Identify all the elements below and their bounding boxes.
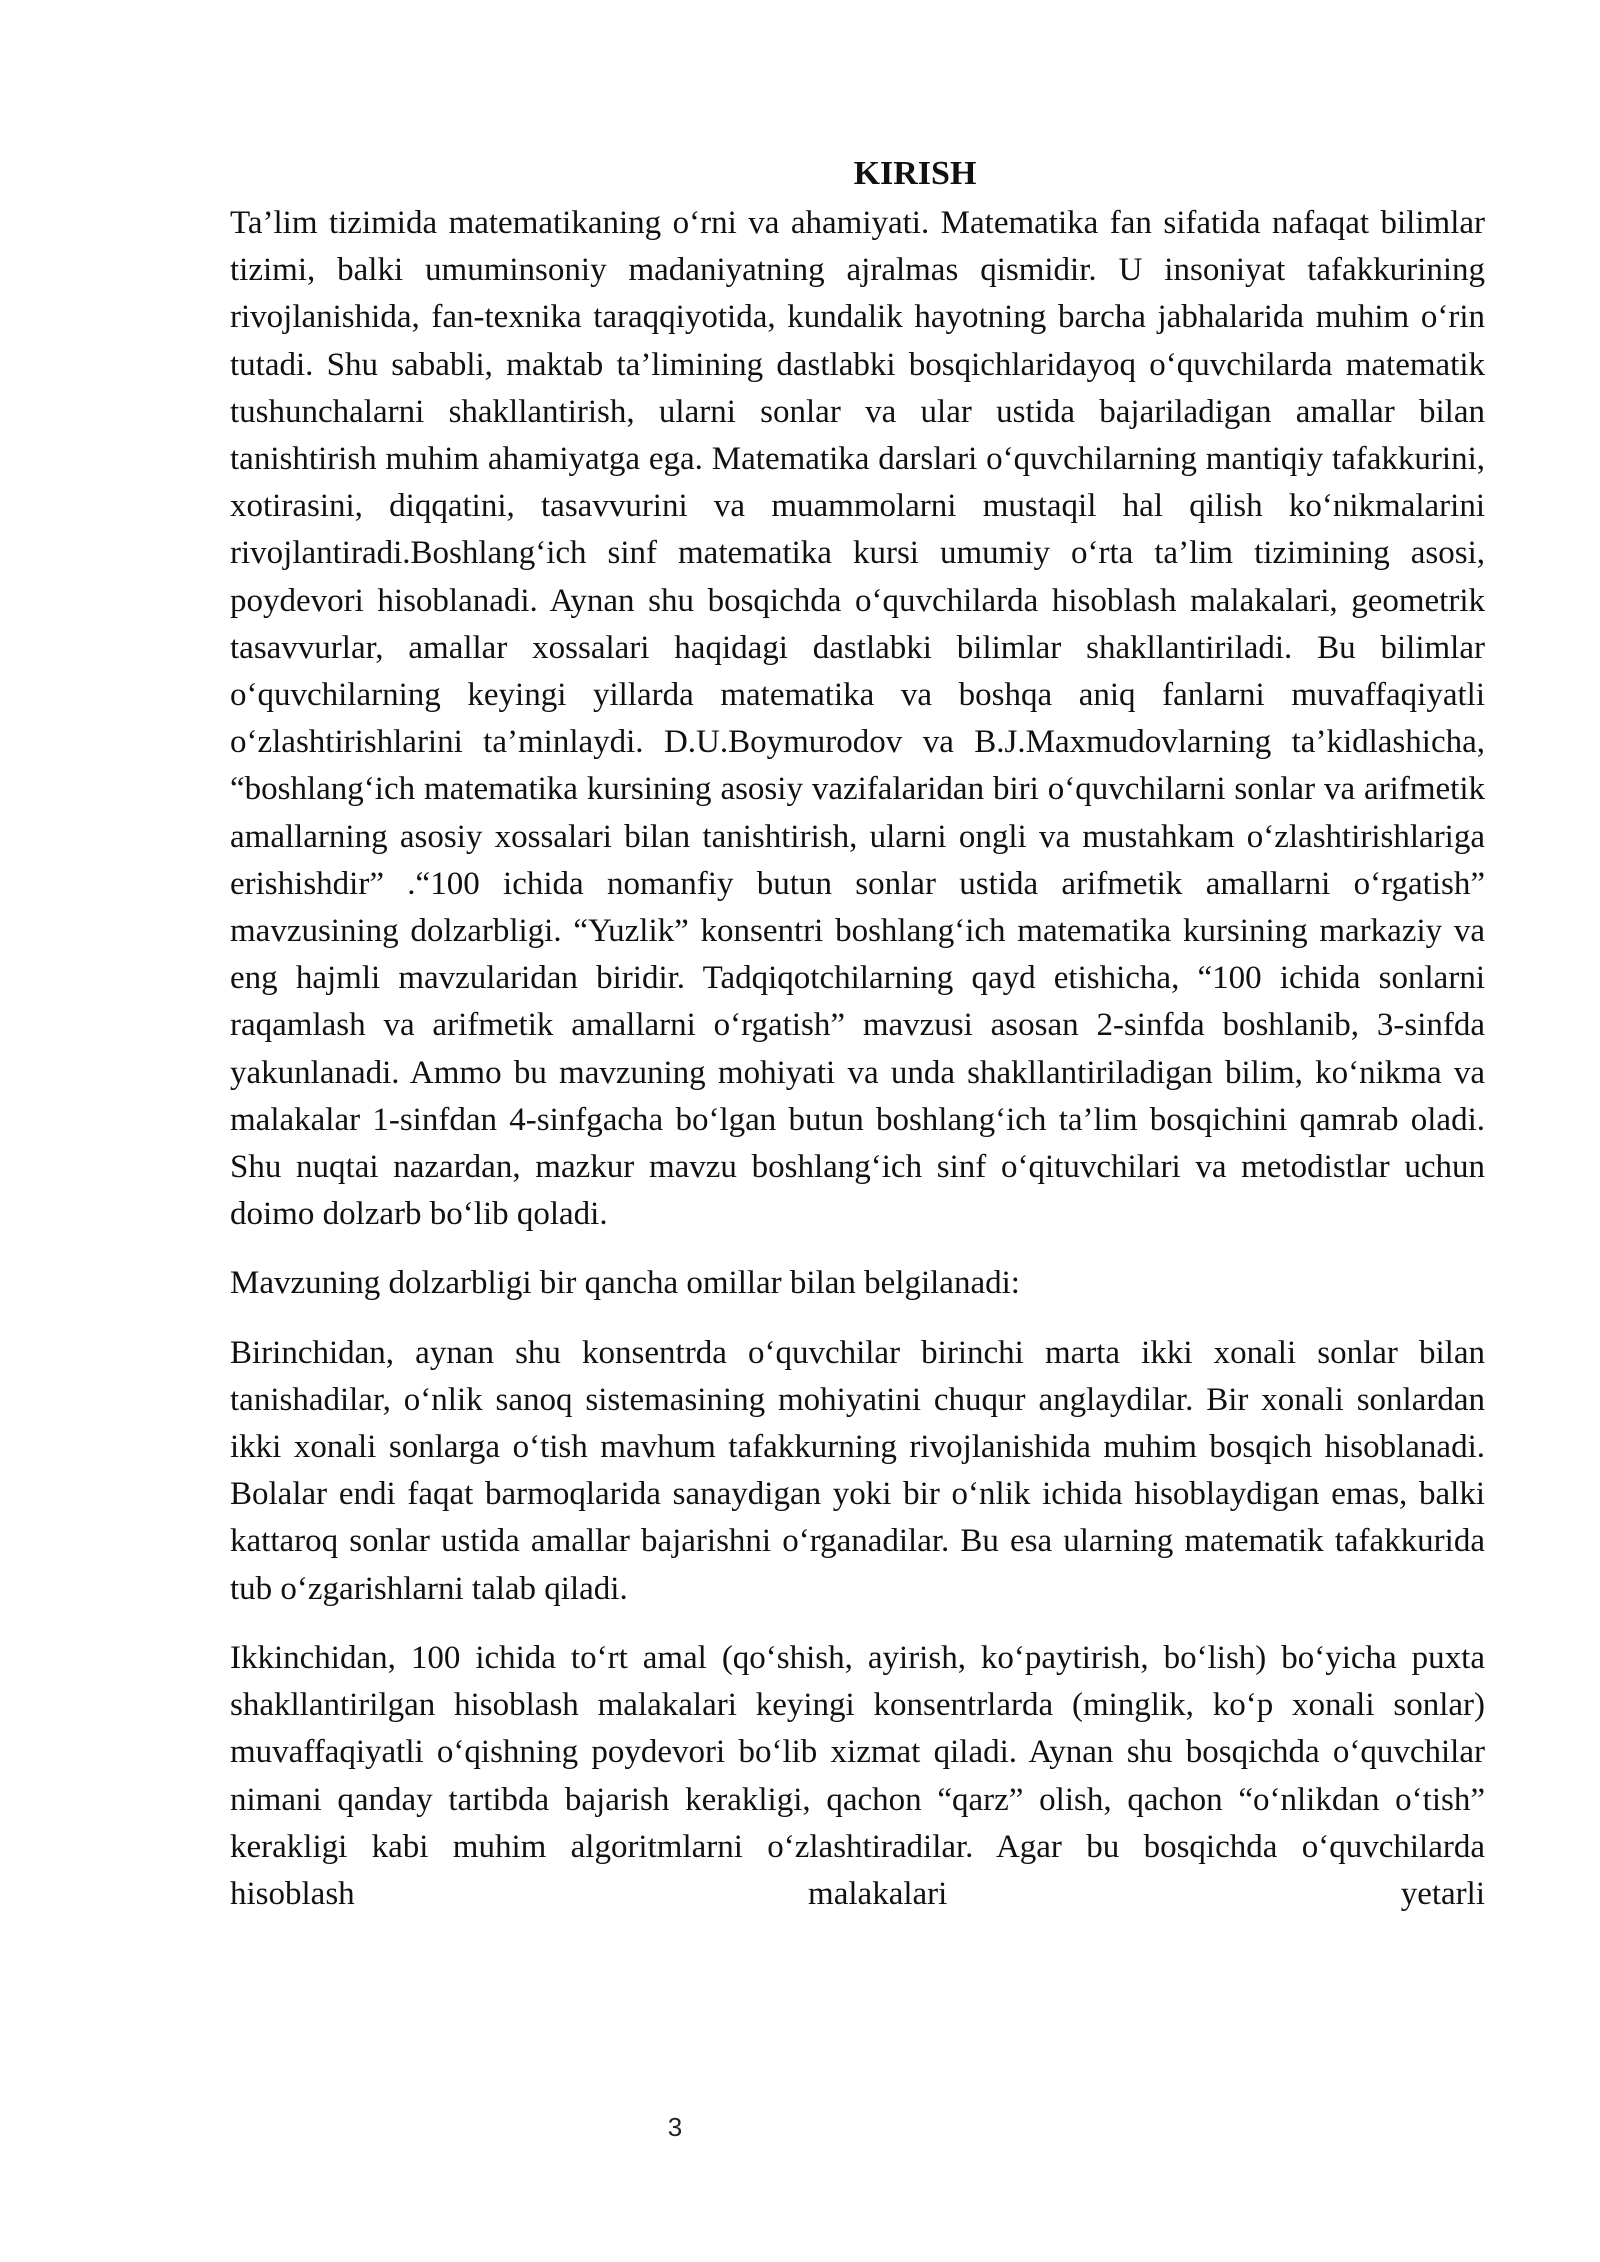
paragraph-intro: Ta’lim tizimida matematikaning o‘rni va ahamiyati. Matematika fan sifatida nafaqat bilimlar tizimi, balki umuminsoniy madaniyatning ajralmas qismidir. U insoniyat tafakkurining rivojlanishida, fan-texnika taraqqiyotida, kundalik hayotning barcha jabhalarida muhim o‘rin tutadi. Shu sababli, maktab ta’limining dastlabki bosqichlaridayoq o‘quvchilarda matematik tushunchalarni shakllantirish, ularni sonlar va ular ustida bajariladigan amallar bilan tanishtirish muhim ahamiyatga ega. Matematika darslari o‘quvchilarning mantiqiy tafakkurini, xotirasini, diqqatini, tasavvurini va muammolarni mustaqil hal qilish ko‘nikmalarini rivojlantiradi.Boshlang‘ich sinf matematika kursi umumiy o‘rta ta’lim tizimining asosi, poydevori hisoblanadi. Aynan shu bosqichda o‘quvchilarda hisoblash malakalari, geometrik tasavvurlar, amallar xossalari haqidagi dastlabki bilimlar shakllantiriladi. Bu bilimlar o‘quvchilarning keyingi yillarda matematika va boshqa aniq fanlarni muvaffaqiyatli o‘zlashtirishlarini ta’minlaydi. D.U.Boymurodov va B.J.Maxmudovlarning ta’kidlashicha, “boshlang‘ich matematika kursining asosiy vazifalaridan biri o‘quvchilarni sonlar va arifmetik amallarning asosiy xossalari bilan tanishtirish, ularni ongli va mustahkam o‘zlashtirishlariga erishishdir” .“100 ichida nomanfiy butun sonlar ustida arifmetik amallarni o‘rgatish” mavzusining dolzarbligi. “Yuzlik” konsentri boshlang‘ich matematika kursining markaziy va eng hajmli mavzularidan biridir. Tadqiqotchilarning qayd etishicha, “100 ichida sonlarni raqamlash va arifmetik amallarni o‘rgatish” mavzusi asosan 2-sinfda boshlanib, 3-sinfda yakunlanadi. Ammo bu mavzuning mohiyati va unda shakllantiriladigan bilim, ko‘nikma va malakalar 1-sinfdan 4-sinfgacha bo‘lgan butun boshlang‘ich ta’lim bosqichini qamrab oladi. Shu nuqtai nazardan, mazkur mavzu boshlang‘ich sinf o‘qituvchilari va metodistlar uchun doimo dolzarb bo‘lib qoladi.	[230, 205, 1485, 1233]
page-number: 3	[667, 2112, 683, 2142]
page-title: KIRISH	[853, 155, 977, 192]
page-content	[230, 148, 1485, 1940]
paragraph-second-factor: Ikkinchidan, 100 ichida to‘rt amal (qo‘shish, ayirish, ko‘paytirish, bo‘lish) bo‘yicha puxta shakllantirilgan hisoblash malakalari keyingi konsentrlarda (minglik, ko‘p xonali sonlar) muvaffaqiyatli o‘qishning poydevori bo‘lib xizmat qiladi. Aynan shu bosqichda o‘quvchilar nimani qanday tartibda bajarish kerakligi, qachon “qarz” olish, qachon “o‘nlikdan o‘tish” kerakligi kabi muhim algoritmlarni o‘zlashtiradilar. Agar bu bosqichda o‘quvchilarda hisoblash malakalari yetarli	[230, 1639, 1485, 1912]
paragraph-first-factor: Birinchidan, aynan shu konsentrda o‘quvchilar birinchi marta ikki xonali sonlar bilan tanishadilar, o‘nlik sanoq sistemasining mohiyatini chuqur anglaydilar. Bir xonali sonlardan ikki xonali sonlarga o‘tish mavhum tafakkurning rivojlanishida muhim bosqich hisoblanadi. Bolalar endi faqat barmoqlarida sanaydigan yoki bir o‘nlik ichida hisoblaydigan emas, balki kattaroq sonlar ustida amallar bajarishni o‘rganadilar. Bu esa ularning matematik tafakkurida tub o‘zgarishlarni talab qiladi.	[230, 1334, 1485, 1607]
paragraph-relevance-lead: Mavzuning dolzarbligi bir qancha omillar bilan belgilanadi:	[230, 1265, 1020, 1302]
